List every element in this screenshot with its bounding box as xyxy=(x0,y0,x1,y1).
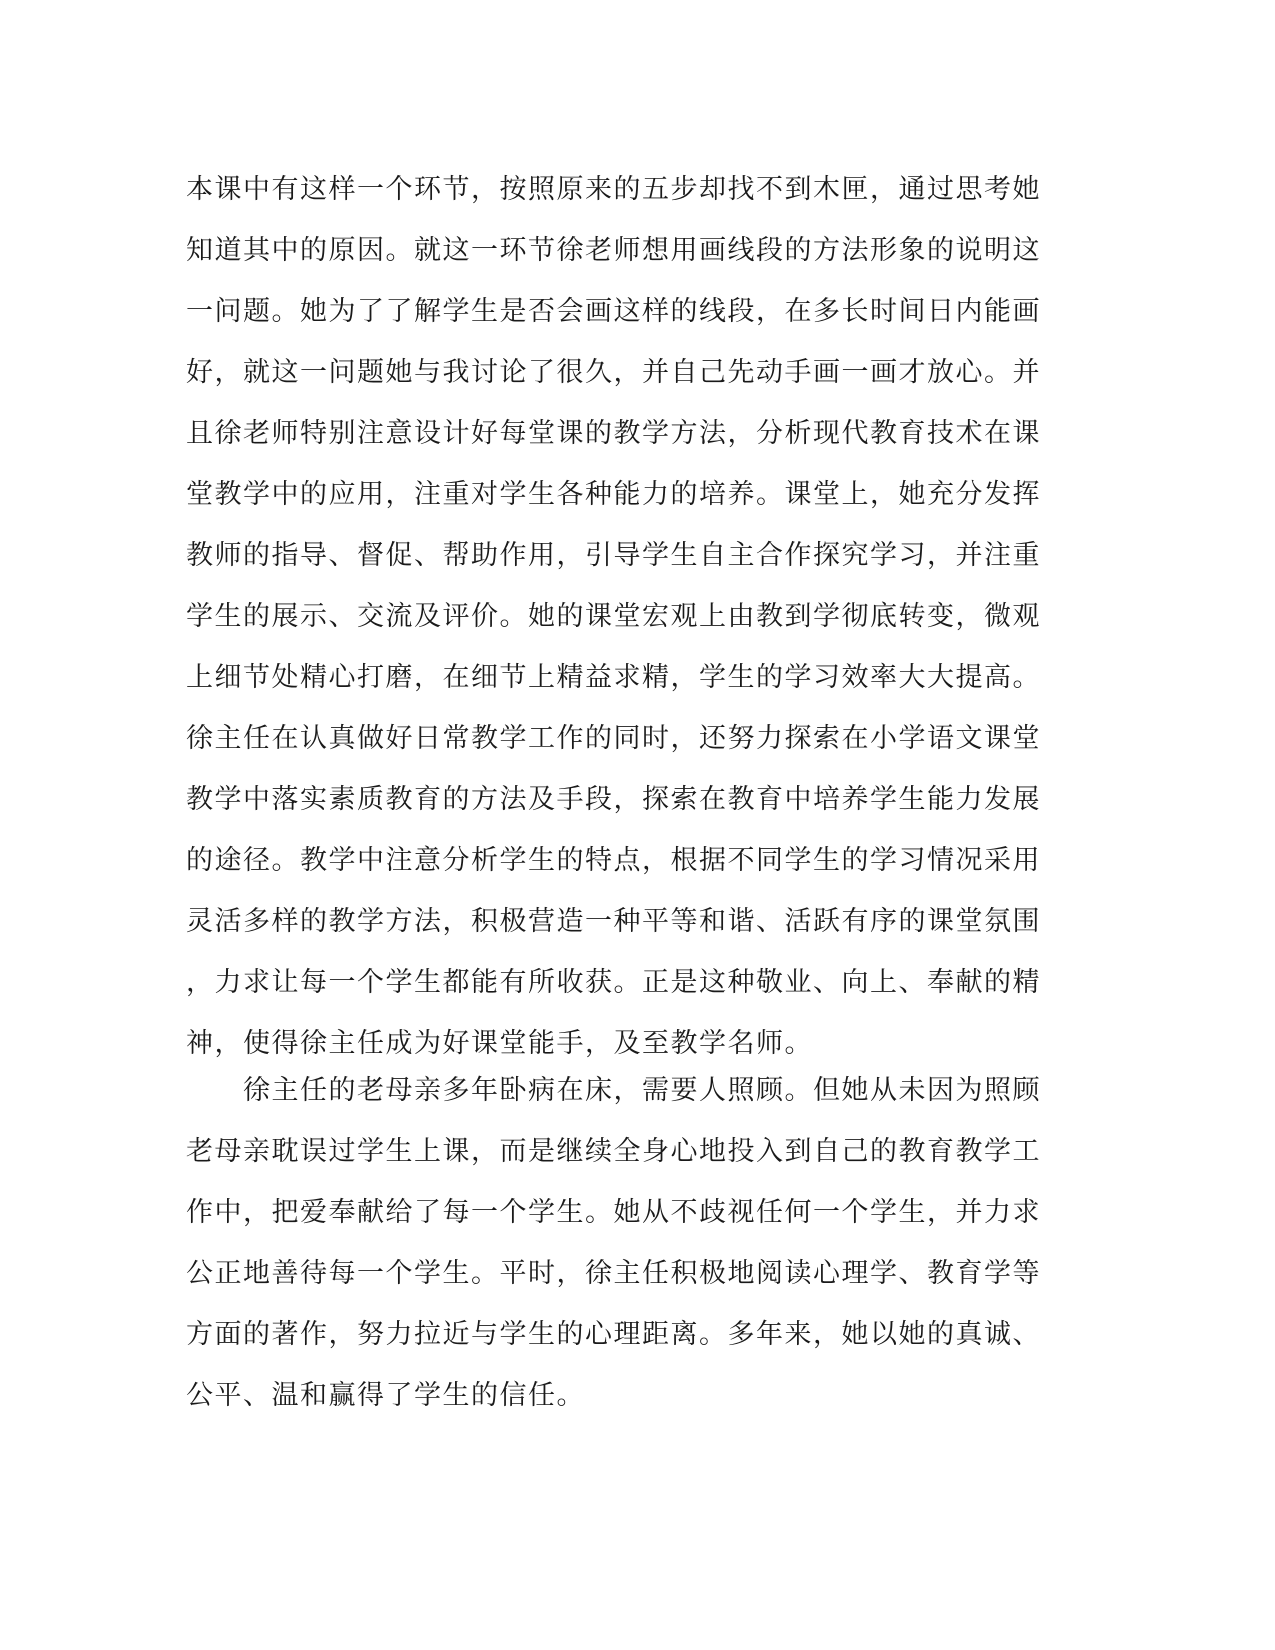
paragraph-line: 神，使得徐主任成为好课堂能手，及至教学名师。 xyxy=(186,1028,813,1059)
paragraph-2 xyxy=(186,1060,1086,1426)
paragraph-line: 且徐老师特别注意设计好每堂课的教学方法，分析现代教育技术在课 xyxy=(186,418,1041,449)
paragraph-1 xyxy=(186,159,1086,1074)
paragraph-line: 教师的指导、督促、帮助作用，引导学生自主合作探究学习，并注重 xyxy=(186,540,1041,571)
paragraph-line: 好，就这一问题她与我讨论了很久，并自己先动手画一画才放心。并 xyxy=(186,357,1041,388)
paragraph-line: ，力求让每一个学生都能有所收获。正是这种敬业、向上、奉献的精 xyxy=(186,967,1041,998)
paragraph-line: 灵活多样的教学方法，积极营造一种平等和谐、活跃有序的课堂氛围 xyxy=(186,906,1041,937)
paragraph-line: 公平、温和赢得了学生的信任。 xyxy=(186,1380,585,1411)
paragraph-line: 作中，把爱奉献给了每一个学生。她从不歧视任何一个学生，并力求 xyxy=(186,1197,1041,1228)
paragraph-line: 方面的著作，努力拉近与学生的心理距离。多年来，她以她的真诚、 xyxy=(186,1319,1041,1350)
paragraph-line: 的途径。教学中注意分析学生的特点，根据不同学生的学习情况采用 xyxy=(186,845,1041,876)
paragraph-line: 堂教学中的应用，注重对学生各种能力的培养。课堂上，她充分发挥 xyxy=(186,479,1041,510)
paragraph-line: 徐主任在认真做好日常教学工作的同时，还努力探索在小学语文课堂 xyxy=(186,723,1041,754)
paragraph-line: 一问题。她为了了解学生是否会画这样的线段，在多长时间日内能画 xyxy=(186,296,1041,327)
paragraph-line: 徐主任的老母亲多年卧病在床，需要人照顾。但她从未因为照顾 xyxy=(186,1075,1041,1106)
paragraph-line: 公正地善待每一个学生。平时，徐主任积极地阅读心理学、教育学等 xyxy=(186,1258,1041,1289)
paragraph-line: 上细节处精心打磨，在细节上精益求精，学生的学习效率大大提高。 xyxy=(186,662,1041,693)
paragraph-line: 知道其中的原因。就这一环节徐老师想用画线段的方法形象的说明这 xyxy=(186,235,1041,266)
paragraph-line: 教学中落实素质教育的方法及手段，探索在教育中培养学生能力发展 xyxy=(186,784,1041,815)
paragraph-line: 老母亲耽误过学生上课，而是继续全身心地投入到自己的教育教学工 xyxy=(186,1136,1041,1167)
paragraph-line: 本课中有这样一个环节，按照原来的五步却找不到木匣，通过思考她 xyxy=(186,174,1041,205)
paragraph-line: 学生的展示、交流及评价。她的课堂宏观上由教到学彻底转变，微观 xyxy=(186,601,1041,632)
